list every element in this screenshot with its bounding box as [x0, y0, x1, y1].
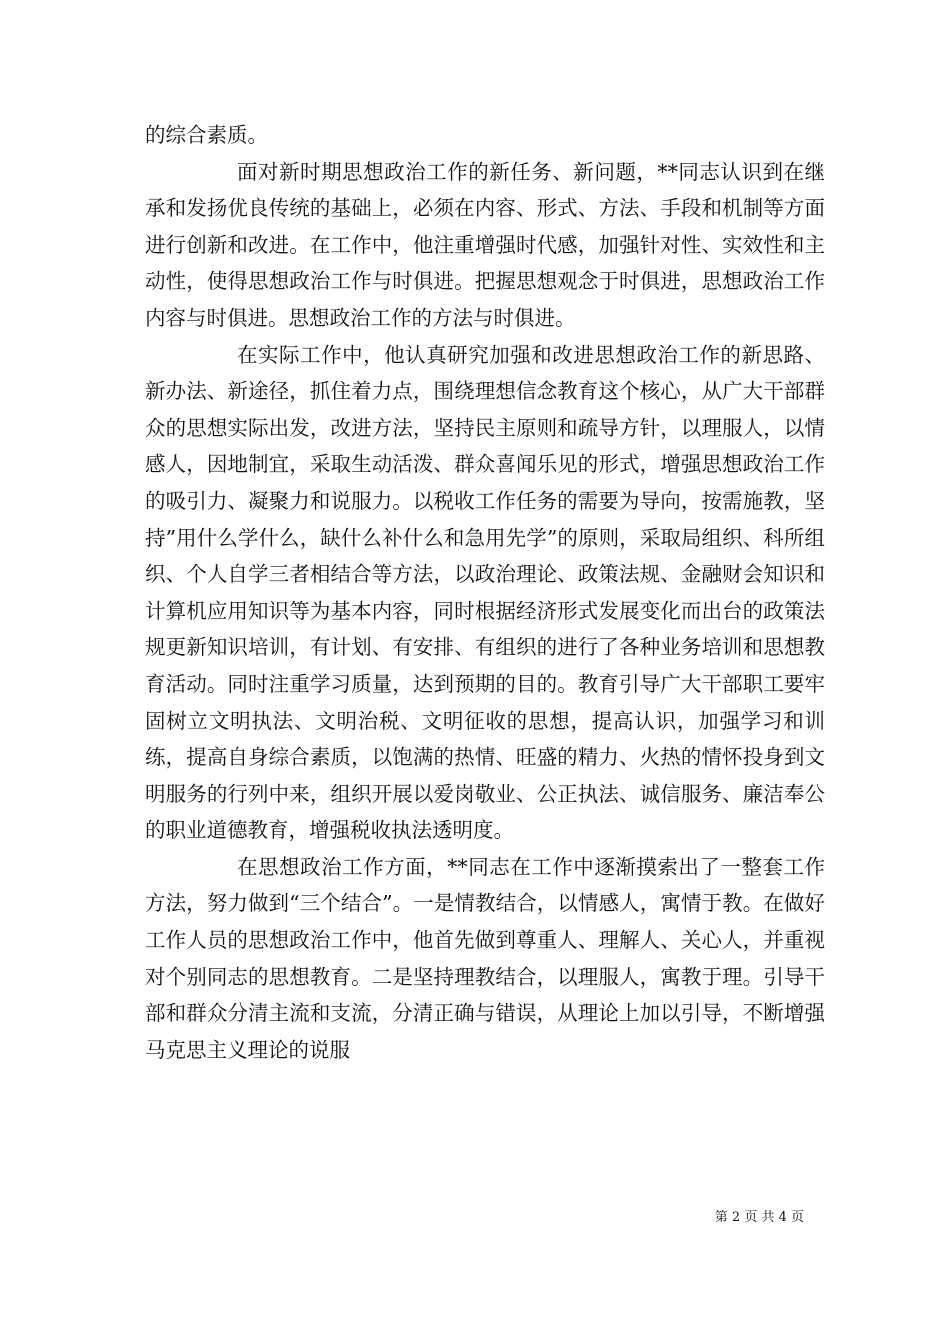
- document-body: [145, 117, 825, 1068]
- paragraph-1: 的综合素质。: [145, 123, 268, 147]
- paragraph-2: 面对新时期思想政治工作的新任务、新问题，**同志认识到在继承和发扬优良传统的基础上，必须在内容、形式、方法、手段和机制等方面进行创新和改进。在工作中，他注重增强时代感，加强针对性、实效性和主动性，使得思想政治工作与时俱进。把握思想观念于时俱进，思想政治工作内容与时俱进。思想政治工作的方法与时俱进。: [145, 159, 825, 330]
- page-number-footer: 第 2 页 共 4 页: [714, 1210, 804, 1225]
- paragraph-4: 在思想政治工作方面，**同志在工作中逐渐摸索出了一整套工作方法，努力做到“三个结合”。一是情教结合，以情感人，寓情于教。在做好工作人员的思想政治工作中，他首先做到尊重人、理解人、关心人，并重视对个别同志的思想教育。二是坚持理教结合，以理服人，寓教于理。引导干部和群众分清主流和支流，分清正确与错误，从理论上加以引导，不断增强马克思主义理论的说服: [145, 854, 825, 1062]
- paragraph-3: 在实际工作中，他认真研究加强和改进思想政治工作的新思路、新办法、新途径，抓住着力点，围绕理想信念教育这个核心，从广大干部群众的思想实际出发，改进方法，坚持民主原则和疏导方针，以理服人，以情感人，因地制宜，采取生动活泼、群众喜闻乐见的形式，增强思想政治工作的吸引力、凝聚力和说服力。以税收工作任务的需要为导向，按需施教，坚持”用什么学什么，缺什么补什么和急用先学”的原则，采取局组织、科所组织、个人自学三者相结合等方法，以政治理论、政策法规、金融财会知识和计算机应用知识等为基本内容，同时根据经济形式发展变化而出台的政策法规更新知识培训，有计划、有安排、有组织的进行了各种业务培训和思想教育活动。同时注重学习质量，达到预期的目的。教育引导广大干部职工要牢固树立文明执法、文明治税、文明征收的思想，提高认识，加强学习和训练，提高自身综合素质，以饱满的热情、旺盛的精力、火热的情怀投身到文明服务的行列中来，组织开展以爱岗敬业、公正执法、诚信服务、廉洁奉公的职业道德教育，增强税收执法透明度。: [145, 342, 825, 843]
